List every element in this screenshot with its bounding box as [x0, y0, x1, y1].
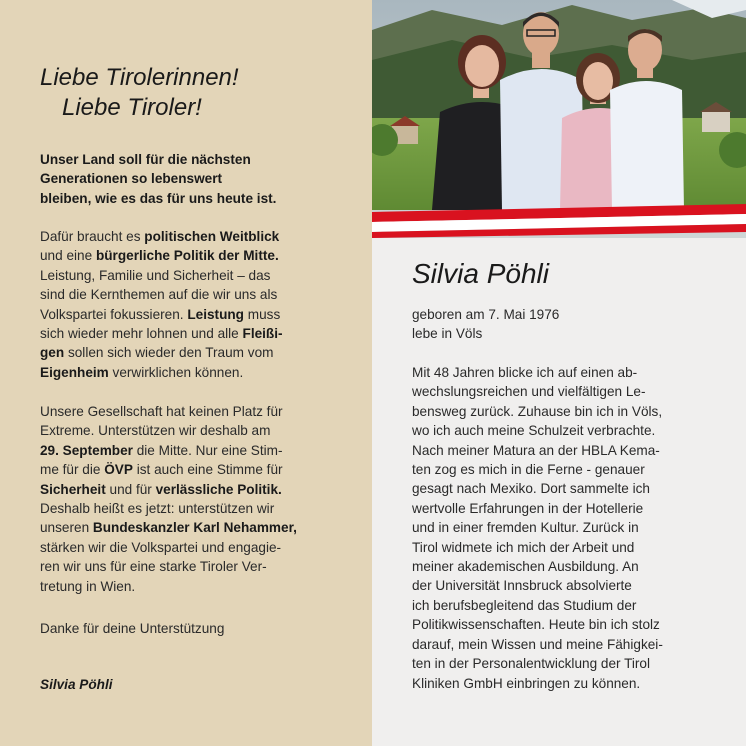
greeting-line-2: Liebe Tiroler! [62, 94, 202, 121]
greeting-line-1: Liebe Tirolerinnen! [40, 64, 239, 91]
team-photo-illustration [372, 0, 746, 238]
candidate-name: Silvia Pöhli [412, 258, 549, 289]
team-photo [372, 0, 746, 238]
election-paragraph: Unsere Gesellschaft hat keinen Platz für Extreme. Unterstützen wir deshalb am 29. September die Mitte. Nur eine Stim- me für die ÖVP ist auch eine Stimme für Sicherheit und für verlässliche Politik. Deshalb heißt es jetzt: unterstützen wir unseren Bundeskanzler Karl Nehammer, stärken wir die Volkspartei und engagie- ren wir uns für eine starke Tiroler Ver- tretung in Wien. [40, 404, 297, 594]
candidate-facts: geboren am 7. Mai 1976 lebe in Völs [412, 307, 560, 342]
values-paragraph: Dafür braucht es politischen Weitblick und eine bürgerliche Politik der Mitte. Leistung, Familie und Sicherheit – das sind die Kernthemen auf die wir uns als Volkspartei fokussieren. Leistung muss sich wieder mehr lohnen und alle Fleißi- gen sollen sich wieder den Traum vom Eigenheim verwirklichen können. [40, 229, 283, 380]
signature: Silvia Pöhli [40, 677, 113, 692]
thanks-text: Danke für deine Unterstützung [40, 621, 225, 636]
greeting-heading [40, 63, 239, 123]
intro-paragraph: Unser Land soll für die nächsten Generationen so lebenswert bleiben, wie es das für uns heute ist. [40, 152, 277, 206]
right-panel [372, 0, 746, 746]
left-panel [0, 0, 372, 746]
candidate-biography: Mit 48 Jahren blicke ich auf einen ab- wechslungsreichen und vielfältigen Le- bensweg zurück. Zuhause bin ich in Völs, wo ich auch meine Schulzeit verbrachte. Nach meiner Matura an der HBLA Kema- ten zog es mich in die Ferne - genauer gesagt nach Mexiko. Dort sammelte ich wertvolle Erfahrungen in der Hotellerie und in einer fremden Kultur. Zurück in Tirol widmete ich mich der Arbeit und meiner akademischen Ausbildung. An der Universität Innsbruck absolvierte ich berufsbegleitend das Studium der Politikwissenschaften. Heute bin ich stolz darauf, mein Wissen und meine Fähigkei- ten in der Personalentwicklung der Tirol Kliniken GmbH einbringen zu können. [412, 365, 663, 691]
